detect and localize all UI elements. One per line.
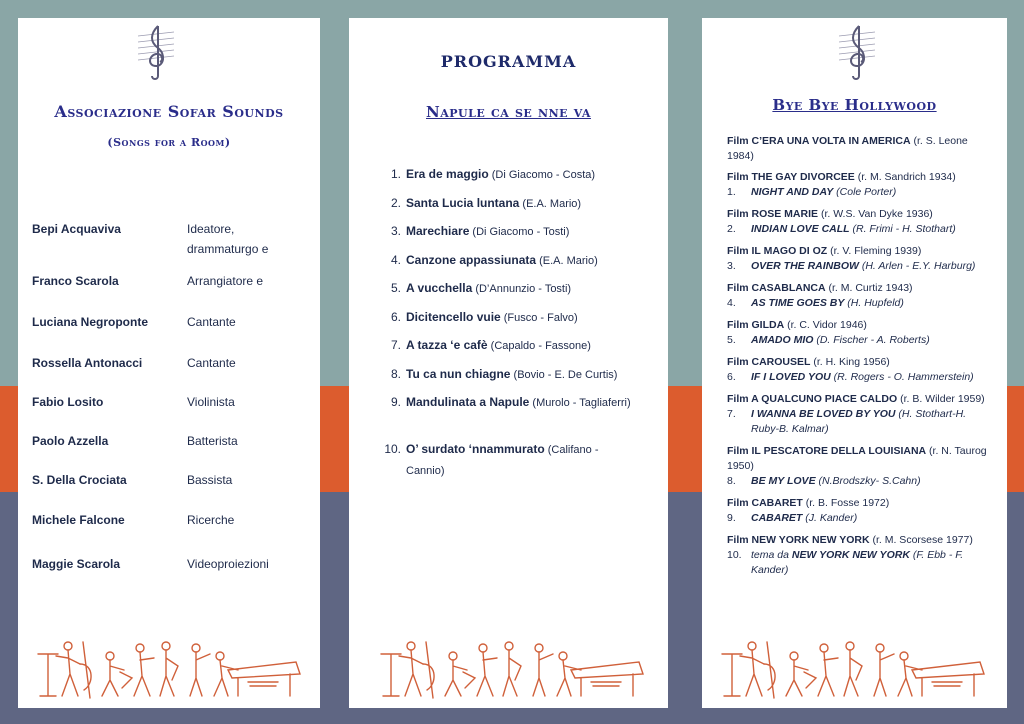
member-name: Franco Scarola	[32, 274, 119, 288]
film-song-credit: (D. Fischer - A. Roberts)	[813, 334, 930, 346]
song-authors: (Califano - Cannio)	[406, 444, 599, 477]
film-entry	[727, 444, 995, 489]
song-title: Mandulinata a Napule	[406, 395, 530, 409]
song-number: 10.	[727, 549, 742, 561]
film-director: (r. C. Vidor 1946)	[784, 319, 867, 331]
film-label: Film	[727, 445, 749, 457]
song-number: 9.	[727, 512, 736, 524]
film-label: Film	[727, 393, 749, 405]
film-director: (r. M. Sandrich 1934)	[854, 171, 956, 183]
film-name: ROSE MARIE	[748, 208, 819, 220]
association-subtitle: (Songs for a Room)	[107, 136, 231, 149]
film-entry	[727, 533, 995, 578]
musicians-illustration-icon	[712, 634, 994, 700]
song-title: Dicitencello vuie	[406, 310, 501, 324]
film-director: (r. W.S. Van Dyke 1936)	[818, 208, 933, 220]
song-title: Marechiare	[406, 224, 470, 238]
film-director: (r. H. King 1956)	[810, 356, 890, 368]
film-name: C’ERA UNA VOLTA IN AMERICA	[748, 135, 911, 147]
song-authors: (Murolo - Tagliaferri)	[529, 397, 631, 409]
film-song: I WANNA BE LOVED BY YOU	[751, 408, 896, 420]
song-title: A vucchella	[406, 281, 473, 295]
film-song: CABARET	[751, 512, 803, 524]
film-label: Film	[727, 534, 749, 546]
song-title: A tazza ‘e cafè	[406, 338, 488, 352]
film-name: CASABLANCA	[748, 282, 826, 294]
song-authors: (Fusco - Falvo)	[500, 312, 578, 324]
song-number: 5.	[727, 334, 736, 346]
member-role: Videoproiezioni	[187, 557, 269, 571]
film-song: AMADO MIO	[751, 334, 814, 346]
film-song-prefix: tema da	[751, 549, 792, 561]
song-authors: (Bovio - E. De Curtis)	[510, 369, 618, 381]
member-role: Cantante	[187, 315, 236, 329]
film-song-credit: (J. Kander)	[802, 512, 858, 524]
film-song-credit: (N.Brodszky- S.Cahn)	[815, 475, 921, 487]
song-number: 3.	[727, 260, 736, 272]
programma-subtitle: Napule ca se nne va	[426, 103, 591, 121]
member-name: Fabio Losito	[32, 395, 104, 409]
film-song-credit: (R. Rogers - O. Hammerstein)	[830, 371, 974, 383]
song-authors: (Di Giacomo - Costa)	[488, 169, 596, 181]
song-number: 1.	[727, 186, 736, 198]
treble-clef-icon	[136, 22, 176, 82]
film-director: (r. S. Leone 1984)	[727, 135, 968, 162]
song-number: 1.	[390, 167, 401, 181]
film-director: (r. N. Taurog 1950)	[727, 445, 987, 472]
film-song-credit: (H. Arlen - E.Y. Harburg)	[858, 260, 976, 272]
member-name: Paolo Azzella	[32, 434, 109, 448]
film-label: Film	[727, 245, 749, 257]
film-entry	[727, 355, 995, 385]
song-number: 2.	[390, 196, 401, 210]
member-name: Rossella Antonacci	[32, 356, 143, 370]
member-role: Ricerche	[187, 513, 235, 527]
song-number: 6.	[390, 310, 401, 324]
film-label: Film	[727, 282, 749, 294]
film-song-credit: (H. Stothart-H. Ruby-B. Kalmar)	[751, 408, 967, 435]
hollywood-title: Bye Bye Hollywood	[772, 96, 937, 114]
song-number: 7.	[727, 408, 736, 420]
song-number: 4.	[727, 297, 736, 309]
member-role: Arrangiatore e	[187, 274, 264, 288]
song-title: O’ surdato ‘nnammurato	[406, 442, 545, 456]
film-entry	[727, 207, 995, 237]
film-label: Film	[727, 208, 749, 220]
song-title: Santa Lucia luntana	[406, 196, 520, 210]
film-song: INDIAN LOVE CALL	[751, 223, 850, 235]
song-authors: (Capaldo - Fassone)	[487, 340, 591, 352]
film-name: THE GAY DIVORCEE	[748, 171, 855, 183]
film-label: Film	[727, 171, 749, 183]
musicians-illustration-icon	[371, 634, 653, 700]
film-director: (r. M. Curtiz 1943)	[825, 282, 913, 294]
film-song: NEW YORK NEW YORK	[791, 549, 910, 561]
member-role: Cantante	[187, 356, 236, 370]
film-director: (r. V. Fleming 1939)	[827, 245, 922, 257]
song-number: 3.	[390, 224, 401, 238]
film-name: GILDA	[748, 319, 785, 331]
film-name: IL PESCATORE DELLA LOUISIANA	[748, 445, 927, 457]
film-label: Film	[727, 356, 749, 368]
song-number: 8.	[727, 475, 736, 487]
song-number: 7.	[390, 338, 401, 352]
film-song-credit: (F. Ebb - F. Kander)	[751, 549, 964, 576]
song-authors: (E.A. Mario)	[519, 198, 582, 210]
musicians-illustration-icon	[28, 634, 310, 700]
song-title: Tu ca nun chiagne	[406, 367, 511, 381]
film-entry	[727, 170, 995, 200]
film-director: (r. B. Fosse 1972)	[802, 497, 890, 509]
song-number: 9.	[390, 395, 401, 409]
film-label: Film	[727, 319, 749, 331]
song-number: 8.	[390, 367, 401, 381]
member-name: Bepi Acquaviva	[32, 222, 121, 236]
song-number: 6.	[727, 371, 736, 383]
film-song: IF I LOVED YOU	[751, 371, 831, 383]
film-label: Film	[727, 497, 749, 509]
film-entry	[727, 318, 995, 348]
song-authors: (Di Giacomo - Tosti)	[469, 226, 570, 238]
film-entry	[727, 244, 995, 274]
member-name: Luciana Negroponte	[32, 315, 149, 329]
treble-clef-icon	[837, 22, 877, 82]
film-label: Film	[727, 135, 749, 147]
song-title: Era de maggio	[406, 167, 489, 181]
film-entry	[727, 392, 995, 437]
film-song: NIGHT AND DAY	[751, 186, 834, 198]
programma-heading: PROGRAMMA	[440, 52, 577, 71]
song-number: 4.	[390, 253, 401, 267]
film-song: AS TIME GOES BY	[751, 297, 845, 309]
panel-bye-bye-hollywood	[702, 18, 1007, 708]
member-role: Ideatore, drammaturgo e	[187, 222, 269, 256]
member-name: S. Della Crociata	[32, 473, 127, 487]
member-name: Maggie Scarola	[32, 557, 121, 571]
member-role: Bassista	[187, 473, 233, 487]
film-song: OVER THE RAINBOW	[751, 260, 859, 272]
film-director: (r. M. Scorsese 1977)	[869, 534, 973, 546]
panel-programma	[349, 18, 668, 708]
film-name: CABARET	[748, 497, 803, 509]
film-song-credit: (R. Frimi - H. Stothart)	[849, 223, 956, 235]
film-song: BE MY LOVE	[751, 475, 816, 487]
song-authors: (E.A. Mario)	[536, 255, 598, 267]
film-entry	[727, 496, 995, 526]
member-name: Michele Falcone	[32, 513, 125, 527]
member-role: Batterista	[187, 434, 238, 448]
film-name: NEW YORK NEW YORK	[748, 534, 870, 546]
song-number: 5.	[390, 281, 401, 295]
song-authors: (D’Annunzio - Tosti)	[472, 283, 572, 295]
film-song-credit: (Cole Porter)	[833, 186, 897, 198]
film-song-credit: (H. Hupfeld)	[844, 297, 904, 309]
song-number: 2.	[727, 223, 736, 235]
panel-sofar-sounds	[18, 18, 320, 708]
film-entry	[727, 134, 995, 164]
film-director: (r. B. Wilder 1959)	[897, 393, 985, 405]
song-number: 10.	[384, 442, 401, 456]
song-title: Canzone appassiunata	[406, 253, 537, 267]
film-entry	[727, 281, 995, 311]
member-role: Violinista	[187, 395, 235, 409]
association-title: Associazione Sofar Sounds	[54, 102, 284, 121]
film-name: IL MAGO DI OZ	[748, 245, 828, 257]
film-name: CAROUSEL	[748, 356, 811, 368]
film-name: A QUALCUNO PIACE CALDO	[748, 393, 898, 405]
